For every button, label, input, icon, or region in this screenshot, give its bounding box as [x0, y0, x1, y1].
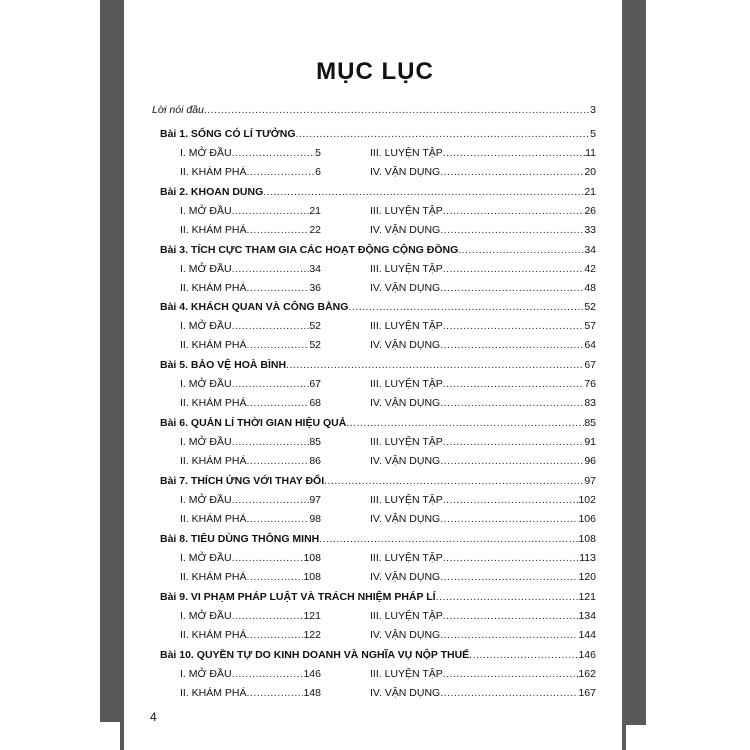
toc-lesson-5-kham-pha: [180, 397, 321, 409]
toc-lesson-10-mo-dau: [180, 668, 321, 680]
toc-lesson-2-mo-dau: [180, 205, 321, 217]
toc-lesson-2-luyen-tap: [370, 205, 596, 217]
toc-lesson-9: [160, 591, 596, 603]
toc-lesson-3-kham-pha-page: 36: [309, 282, 321, 294]
toc-lesson-9-luyen-tap-label: III. LUYỆN TẬP: [370, 610, 443, 622]
toc-lesson-9-mo-dau: [180, 610, 321, 622]
toc-lesson-1-mo-dau-leader-dots: [232, 147, 316, 159]
toc-lesson-1-van-dung-leader-dots: [440, 166, 584, 178]
toc-lesson-5-mo-dau: [180, 378, 321, 390]
toc-lesson-1-mo-dau: [180, 147, 321, 159]
toc-lesson-3-luyen-tap-page: 42: [584, 263, 596, 275]
toc-lesson-2-leader-dots: [263, 186, 584, 198]
toc-lesson-2-kham-pha-page: 22: [309, 224, 321, 236]
toc-lesson-4: [160, 301, 596, 313]
toc-lesson-1-van-dung-page: 20: [584, 166, 596, 178]
toc-lesson-8-luyen-tap-page: 113: [579, 552, 596, 564]
toc-lesson-10-mo-dau-page: 146: [303, 668, 321, 680]
toc-lesson-7-kham-pha: [180, 513, 321, 525]
toc-lesson-2-mo-dau-leader-dots: [232, 205, 310, 217]
toc-lesson-9-van-dung-page: 144: [578, 629, 596, 641]
toc-lesson-1-mo-dau-page: 5: [315, 147, 321, 159]
toc-lesson-4-van-dung-label: IV. VẬN DỤNG: [370, 339, 441, 351]
toc-lesson-6-page: 85: [584, 417, 596, 429]
toc-lesson-8-luyen-tap: [370, 552, 596, 564]
toc-lesson-7-kham-pha-page: 98: [309, 513, 321, 525]
toc-lesson-2-van-dung-leader-dots: [440, 224, 584, 236]
toc-lesson-4-van-dung: [370, 339, 596, 351]
toc-lesson-1-kham-pha-leader-dots: [247, 166, 316, 178]
toc-lesson-8-van-dung-label: IV. VẬN DỤNG: [370, 571, 441, 583]
toc-lesson-8-van-dung: [370, 571, 596, 583]
toc-lesson-2-mo-dau-label: I. MỞ ĐẦU: [180, 205, 232, 217]
toc-lesson-1: [160, 128, 596, 140]
toc-lesson-3-mo-dau-label: I. MỞ ĐẦU: [180, 263, 232, 275]
toc-lesson-6-mo-dau-page: 85: [309, 436, 321, 448]
toc-lesson-10-page: 146: [578, 649, 596, 661]
toc-lesson-4-mo-dau-page: 52: [309, 320, 321, 332]
toc-lesson-5: [160, 359, 596, 371]
toc-lesson-2-van-dung-page: 33: [584, 224, 596, 236]
toc-lesson-2-label: Bài 2. KHOAN DUNG: [160, 186, 264, 198]
toc-lesson-1-page: 5: [590, 128, 596, 140]
toc-lesson-3-van-dung-page: 48: [584, 282, 596, 294]
toc-lesson-1-leader-dots: [296, 128, 591, 140]
toc-lesson-9-van-dung: [370, 629, 596, 641]
toc-lesson-1-van-dung-label: IV. VẬN DỤNG: [370, 166, 441, 178]
toc-lesson-7-kham-pha-leader-dots: [247, 513, 310, 525]
toc-lesson-4-mo-dau: [180, 320, 321, 332]
toc-lesson-4-leader-dots: [348, 301, 584, 313]
gray-bar-right-wide: [624, 0, 646, 725]
toc-lesson-10-luyen-tap-page: 162: [578, 668, 596, 680]
toc-lesson-10-van-dung-page: 167: [578, 687, 596, 699]
toc-lesson-9-kham-pha-page: 122: [303, 629, 321, 641]
toc-lesson-1-luyen-tap-leader-dots: [443, 147, 585, 159]
toc-lesson-10-van-dung-label: IV. VẬN DỤNG: [370, 687, 441, 699]
toc-lesson-6-mo-dau-leader-dots: [232, 436, 310, 448]
toc-lesson-8-kham-pha-page: 108: [303, 571, 321, 583]
toc-lesson-7-luyen-tap-leader-dots: [443, 494, 579, 506]
toc-lesson-4-mo-dau-leader-dots: [232, 320, 310, 332]
toc-lesson-10-kham-pha-page: 148: [303, 687, 321, 699]
toc-lesson-6-van-dung: [370, 455, 596, 467]
toc-lesson-6-kham-pha-page: 86: [309, 455, 321, 467]
toc-lesson-8-van-dung-page: 120: [578, 571, 596, 583]
toc-lesson-9-kham-pha: [180, 629, 321, 641]
toc-lesson-9-luyen-tap: [370, 610, 596, 622]
toc-lesson-3-leader-dots: [458, 244, 584, 256]
toc-lesson-9-van-dung-label: IV. VẬN DỤNG: [370, 629, 441, 641]
page-title: MỤC LỤC: [316, 58, 434, 85]
toc-lesson-5-luyen-tap-label: III. LUYỆN TẬP: [370, 378, 443, 390]
toc-lesson-1-luyen-tap: [370, 147, 596, 159]
toc-lesson-8-leader-dots: [319, 533, 578, 545]
toc-lesson-4-van-dung-page: 64: [584, 339, 596, 351]
toc-lesson-7-mo-dau-page: 97: [309, 494, 321, 506]
toc-lesson-1-kham-pha-label: II. KHÁM PHÁ: [180, 166, 247, 178]
toc-lesson-1-kham-pha: [180, 166, 321, 178]
toc-lesson-6-van-dung-label: IV. VẬN DỤNG: [370, 455, 441, 467]
toc-lesson-2-kham-pha-leader-dots: [247, 224, 310, 236]
toc-lesson-3-van-dung-label: IV. VẬN DỤNG: [370, 282, 441, 294]
toc-lesson-7-van-dung-label: IV. VẬN DỤNG: [370, 513, 441, 525]
toc-intro-leader-dots: [204, 104, 590, 116]
toc-lesson-6-kham-pha-leader-dots: [247, 455, 310, 467]
toc-lesson-5-kham-pha-leader-dots: [247, 397, 310, 409]
toc-lesson-8-page: 108: [578, 533, 596, 545]
toc-lesson-1-luyen-tap-page: 11: [585, 147, 596, 159]
toc-lesson-10-label: Bài 10. QUYỀN TỰ DO KINH DOANH VÀ NGHĨA VỤ NỘP THUẾ: [160, 649, 470, 661]
toc-lesson-8: [160, 533, 596, 545]
toc-lesson-6-mo-dau: [180, 436, 321, 448]
toc-lesson-7-mo-dau: [180, 494, 321, 506]
page-number: 4: [150, 710, 157, 724]
toc-lesson-6-mo-dau-label: I. MỞ ĐẦU: [180, 436, 232, 448]
toc-lesson-2-kham-pha: [180, 224, 321, 236]
toc-lesson-4-van-dung-leader-dots: [440, 339, 584, 351]
toc-lesson-9-leader-dots: [436, 591, 579, 603]
toc-lesson-8-luyen-tap-label: III. LUYỆN TẬP: [370, 552, 443, 564]
toc-lesson-5-leader-dots: [286, 359, 584, 371]
toc-lesson-10-kham-pha: [180, 687, 321, 699]
toc-lesson-4-luyen-tap-leader-dots: [443, 320, 585, 332]
toc-lesson-4-page: 52: [584, 301, 596, 313]
toc-lesson-4-kham-pha: [180, 339, 321, 351]
toc-lesson-8-mo-dau: [180, 552, 321, 564]
toc-lesson-5-van-dung-leader-dots: [440, 397, 584, 409]
toc-lesson-4-luyen-tap-page: 57: [584, 320, 596, 332]
toc-lesson-5-label: Bài 5. BẢO VỆ HOÀ BÌNH: [160, 359, 287, 371]
toc-lesson-10: [160, 649, 596, 661]
toc-lesson-2-van-dung: [370, 224, 596, 236]
toc-lesson-7: [160, 475, 596, 487]
toc-lesson-4-luyen-tap-label: III. LUYỆN TẬP: [370, 320, 443, 332]
toc-lesson-6-van-dung-page: 96: [584, 455, 596, 467]
toc-lesson-3-kham-pha: [180, 282, 321, 294]
toc-lesson-3-kham-pha-label: II. KHÁM PHÁ: [180, 282, 247, 294]
toc-lesson-3-mo-dau-page: 34: [309, 263, 321, 275]
toc-lesson-9-label: Bài 9. VI PHẠM PHÁP LUẬT VÀ TRÁCH NHIỆM PHÁP LÍ: [160, 591, 436, 603]
toc-lesson-7-luyen-tap: [370, 494, 596, 506]
toc-lesson-1-luyen-tap-label: III. LUYỆN TẬP: [370, 147, 443, 159]
toc-lesson-4-kham-pha-leader-dots: [247, 339, 310, 351]
toc-lesson-10-van-dung-leader-dots: [440, 687, 578, 699]
toc-lesson-9-luyen-tap-page: 134: [578, 610, 596, 622]
toc-lesson-6: [160, 417, 596, 429]
toc-lesson-3-luyen-tap-label: III. LUYỆN TẬP: [370, 263, 443, 275]
toc-lesson-2: [160, 186, 596, 198]
toc-lesson-7-van-dung-leader-dots: [440, 513, 578, 525]
toc-lesson-6-kham-pha-label: II. KHÁM PHÁ: [180, 455, 247, 467]
toc-lesson-3-van-dung: [370, 282, 596, 294]
toc-lesson-10-kham-pha-label: II. KHÁM PHÁ: [180, 687, 247, 699]
toc-lesson-1-mo-dau-label: I. MỞ ĐẦU: [180, 147, 232, 159]
toc-lesson-7-page: 97: [584, 475, 596, 487]
toc-lesson-1-van-dung: [370, 166, 596, 178]
toc-lesson-7-mo-dau-label: I. MỞ ĐẦU: [180, 494, 232, 506]
toc-intro-page: 3: [590, 104, 596, 116]
toc-intro: [152, 104, 596, 116]
toc-lesson-9-mo-dau-page: 121: [303, 610, 321, 622]
toc-lesson-5-kham-pha-page: 68: [309, 397, 321, 409]
toc-lesson-4-kham-pha-page: 52: [309, 339, 321, 351]
toc-lesson-9-kham-pha-label: II. KHÁM PHÁ: [180, 629, 247, 641]
toc-lesson-2-luyen-tap-label: III. LUYỆN TẬP: [370, 205, 443, 217]
toc-lesson-5-page: 67: [584, 359, 596, 371]
toc-lesson-8-kham-pha-label: II. KHÁM PHÁ: [180, 571, 247, 583]
toc-lesson-9-luyen-tap-leader-dots: [443, 610, 579, 622]
toc-lesson-10-kham-pha-leader-dots: [247, 687, 304, 699]
toc-lesson-7-van-dung: [370, 513, 596, 525]
toc-intro-label: Lời nói đầu: [152, 104, 204, 116]
toc-lesson-9-page: 121: [578, 591, 596, 603]
toc-lesson-10-luyen-tap: [370, 668, 596, 680]
toc-lesson-6-leader-dots: [346, 417, 584, 429]
toc-lesson-1-kham-pha-page: 6: [315, 166, 321, 178]
toc-lesson-5-mo-dau-leader-dots: [232, 378, 310, 390]
toc-lesson-5-luyen-tap: [370, 378, 596, 390]
toc-lesson-4-kham-pha-label: II. KHÁM PHÁ: [180, 339, 247, 351]
toc-lesson-6-van-dung-leader-dots: [440, 455, 584, 467]
toc-lesson-8-van-dung-leader-dots: [440, 571, 578, 583]
toc-lesson-3-mo-dau: [180, 263, 321, 275]
toc-lesson-10-luyen-tap-leader-dots: [443, 668, 579, 680]
toc-lesson-9-van-dung-leader-dots: [440, 629, 578, 641]
toc-lesson-3-luyen-tap-leader-dots: [443, 263, 585, 275]
toc-lesson-6-luyen-tap-page: 91: [584, 436, 596, 448]
toc-lesson-7-luyen-tap-page: 102: [578, 494, 596, 506]
toc-lesson-4-mo-dau-label: I. MỞ ĐẦU: [180, 320, 232, 332]
toc-lesson-8-mo-dau-leader-dots: [232, 552, 304, 564]
toc-lesson-10-mo-dau-label: I. MỞ ĐẦU: [180, 668, 232, 680]
toc-lesson-7-leader-dots: [324, 475, 584, 487]
toc-lesson-2-van-dung-label: IV. VẬN DỤNG: [370, 224, 441, 236]
toc-lesson-6-kham-pha: [180, 455, 321, 467]
toc-lesson-6-luyen-tap-leader-dots: [443, 436, 585, 448]
toc-lesson-2-page: 21: [584, 186, 596, 198]
toc-lesson-5-mo-dau-label: I. MỞ ĐẦU: [180, 378, 232, 390]
toc-lesson-6-label: Bài 6. QUẢN LÍ THỜI GIAN HIỆU QUẢ: [160, 417, 347, 429]
toc-lesson-3-mo-dau-leader-dots: [232, 263, 310, 275]
toc-lesson-9-mo-dau-leader-dots: [232, 610, 304, 622]
toc-lesson-10-leader-dots: [469, 649, 578, 661]
toc-lesson-10-luyen-tap-label: III. LUYỆN TẬP: [370, 668, 443, 680]
toc-lesson-3-luyen-tap: [370, 263, 596, 275]
toc-lesson-2-mo-dau-page: 21: [309, 205, 321, 217]
toc-lesson-6-luyen-tap-label: III. LUYỆN TẬP: [370, 436, 443, 448]
toc-lesson-7-van-dung-page: 106: [578, 513, 596, 525]
toc-lesson-9-mo-dau-label: I. MỞ ĐẦU: [180, 610, 232, 622]
gray-bar-left-band: [100, 0, 122, 722]
toc-lesson-3-kham-pha-leader-dots: [247, 282, 310, 294]
toc-lesson-2-luyen-tap-page: 26: [584, 205, 596, 217]
toc-lesson-5-luyen-tap-page: 76: [584, 378, 596, 390]
toc-lesson-2-kham-pha-label: II. KHÁM PHÁ: [180, 224, 247, 236]
toc-lesson-7-luyen-tap-label: III. LUYỆN TẬP: [370, 494, 443, 506]
toc-lesson-7-kham-pha-label: II. KHÁM PHÁ: [180, 513, 247, 525]
toc-lesson-5-mo-dau-page: 67: [309, 378, 321, 390]
toc-lesson-8-kham-pha-leader-dots: [247, 571, 304, 583]
toc-lesson-5-van-dung: [370, 397, 596, 409]
toc-lesson-8-luyen-tap-leader-dots: [443, 552, 580, 564]
toc-lesson-8-kham-pha: [180, 571, 321, 583]
toc-lesson-10-mo-dau-leader-dots: [232, 668, 304, 680]
toc-lesson-4-luyen-tap: [370, 320, 596, 332]
toc-lesson-10-van-dung: [370, 687, 596, 699]
toc-lesson-5-van-dung-label: IV. VẬN DỤNG: [370, 397, 441, 409]
toc-lesson-2-luyen-tap-leader-dots: [443, 205, 585, 217]
toc-lesson-5-kham-pha-label: II. KHÁM PHÁ: [180, 397, 247, 409]
toc-lesson-4-label: Bài 4. KHÁCH QUAN VÀ CÔNG BẰNG: [160, 301, 349, 313]
toc-lesson-5-luyen-tap-leader-dots: [443, 378, 585, 390]
toc-lesson-9-kham-pha-leader-dots: [247, 629, 304, 641]
toc-lesson-3-van-dung-leader-dots: [440, 282, 584, 294]
toc-lesson-7-label: Bài 7. THÍCH ỨNG VỚI THAY ĐỔI: [160, 475, 325, 487]
toc-lesson-3-page: 34: [584, 244, 596, 256]
toc-lesson-1-label: Bài 1. SỐNG CÓ LÍ TƯỞNG: [160, 128, 296, 140]
toc-lesson-8-mo-dau-label: I. MỞ ĐẦU: [180, 552, 232, 564]
toc-lesson-3-label: Bài 3. TÍCH CỰC THAM GIA CÁC HOẠT ĐỘNG CỘNG ĐỒNG: [160, 244, 459, 256]
toc-lesson-8-label: Bài 8. TIÊU DÙNG THÔNG MINH: [160, 533, 320, 545]
toc-lesson-8-mo-dau-page: 108: [303, 552, 321, 564]
toc-lesson-5-van-dung-page: 83: [584, 397, 596, 409]
toc-lesson-7-mo-dau-leader-dots: [232, 494, 310, 506]
toc-lesson-3: [160, 244, 596, 256]
toc-lesson-6-luyen-tap: [370, 436, 596, 448]
